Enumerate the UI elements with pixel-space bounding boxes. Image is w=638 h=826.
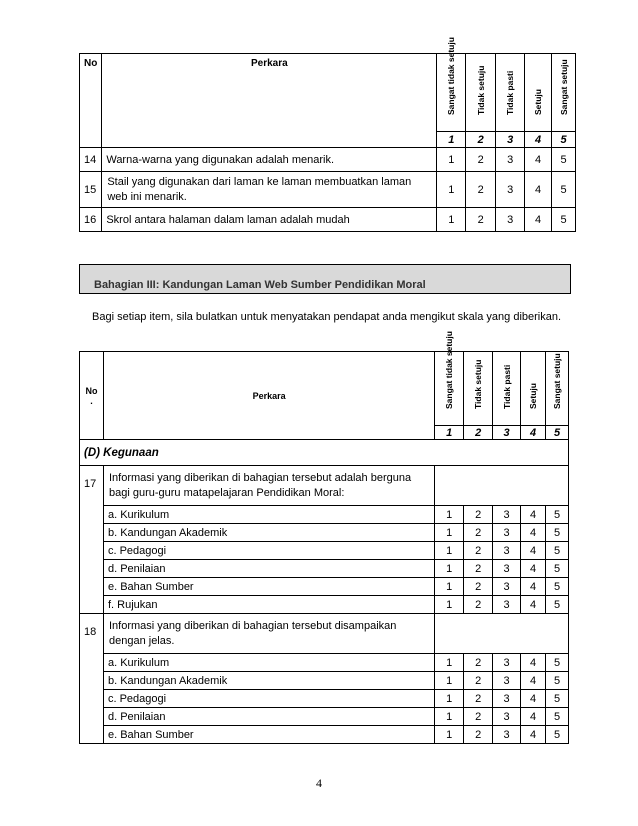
score-option[interactable]: 4 — [521, 542, 546, 560]
item-label: f. Rujukan — [103, 596, 434, 614]
column-header-no: No — [80, 54, 102, 148]
scale-header-4: Setuju — [521, 352, 546, 426]
score-option[interactable]: 1 — [435, 524, 464, 542]
score-option[interactable]: 4 — [521, 726, 546, 744]
score-option[interactable]: 1 — [437, 172, 466, 208]
question-row — [80, 614, 569, 654]
table-row — [80, 726, 569, 744]
score-option[interactable]: 1 — [435, 654, 464, 672]
score-option[interactable]: 5 — [546, 578, 569, 596]
score-option[interactable]: 5 — [546, 672, 569, 690]
row-text: Skrol antara halaman dalam laman adalah mudah — [102, 208, 437, 232]
score-option[interactable]: 4 — [521, 672, 546, 690]
score-option[interactable]: 3 — [493, 596, 521, 614]
score-option[interactable]: 4 — [521, 560, 546, 578]
table-row — [80, 690, 569, 708]
scale-number: 3 — [493, 426, 521, 440]
item-label: d. Penilaian — [103, 560, 434, 578]
score-option[interactable]: 1 — [437, 208, 466, 232]
score-option[interactable]: 3 — [493, 578, 521, 596]
table-row — [80, 708, 569, 726]
column-header-perkara: Perkara — [103, 352, 434, 440]
score-option[interactable]: 5 — [546, 654, 569, 672]
score-option[interactable]: 2 — [464, 542, 493, 560]
scale-header-5: Sangat setuju — [552, 54, 576, 132]
score-option[interactable]: 4 — [521, 524, 546, 542]
scale-number: 4 — [525, 132, 552, 148]
score-option[interactable]: 5 — [546, 560, 569, 578]
page-number: 4 — [316, 776, 322, 790]
score-option[interactable]: 3 — [496, 172, 525, 208]
column-header-no: No . — [80, 352, 104, 440]
score-option[interactable]: 2 — [466, 208, 496, 232]
score-option[interactable]: 2 — [464, 708, 493, 726]
table-row — [80, 148, 576, 172]
score-option[interactable]: 4 — [521, 654, 546, 672]
score-option[interactable]: 2 — [464, 560, 493, 578]
score-option[interactable]: 2 — [464, 506, 493, 524]
score-option[interactable]: 3 — [493, 672, 521, 690]
scale-header-3: Tidak pasti — [496, 54, 525, 132]
scale-number: 4 — [521, 426, 546, 440]
table-row — [80, 524, 569, 542]
scale-header-4: Setuju — [525, 54, 552, 132]
score-option[interactable]: 5 — [552, 208, 576, 232]
table-row — [80, 506, 569, 524]
item-label: d. Penilaian — [103, 708, 434, 726]
scale-number: 1 — [437, 132, 466, 148]
score-option[interactable]: 1 — [435, 542, 464, 560]
section-title: Bahagian III: Kandungan Laman Web Sumber Pendidikan Moral — [94, 279, 426, 291]
score-option[interactable]: 2 — [464, 672, 493, 690]
scale-header-2: Tidak setuju — [466, 54, 496, 132]
question-row — [80, 466, 569, 506]
scale-header-5: Sangat setuju — [546, 352, 569, 426]
item-label: e. Bahan Sumber — [103, 578, 434, 596]
scale-number: 3 — [496, 132, 525, 148]
item-label: b. Kandungan Akademik — [103, 672, 434, 690]
question-text: Informasi yang diberikan di bahagian tersebut disampaikan dengan jelas. — [103, 614, 434, 654]
score-option[interactable]: 3 — [493, 690, 521, 708]
score-option[interactable]: 5 — [552, 148, 576, 172]
item-label: c. Pedagogi — [103, 542, 434, 560]
table-row — [80, 672, 569, 690]
score-option[interactable]: 4 — [525, 172, 552, 208]
score-option[interactable]: 2 — [466, 172, 496, 208]
score-option[interactable]: 4 — [521, 690, 546, 708]
rating-table-part3 — [79, 331, 569, 744]
section-header — [79, 264, 571, 294]
score-option[interactable]: 1 — [435, 596, 464, 614]
score-option[interactable]: 4 — [525, 148, 552, 172]
score-option[interactable]: 1 — [435, 726, 464, 744]
row-number: 17 — [80, 466, 104, 614]
score-option[interactable]: 5 — [546, 708, 569, 726]
question-text: Informasi yang diberikan di bahagian tersebut adalah berguna bagi guru-guru matapelajaran Pendidikan Moral: — [103, 466, 434, 506]
item-label: b. Kandungan Akademik — [103, 524, 434, 542]
table-row — [80, 172, 576, 208]
score-option[interactable]: 3 — [493, 708, 521, 726]
score-option[interactable]: 5 — [546, 596, 569, 614]
scale-number: 5 — [552, 132, 576, 148]
score-option[interactable]: 4 — [521, 506, 546, 524]
score-option[interactable]: 2 — [464, 578, 493, 596]
score-option[interactable]: 5 — [546, 524, 569, 542]
score-option[interactable]: 1 — [435, 506, 464, 524]
table-row — [80, 596, 569, 614]
item-label: e. Bahan Sumber — [103, 726, 434, 744]
score-option[interactable]: 3 — [493, 654, 521, 672]
score-option[interactable]: 2 — [464, 726, 493, 744]
score-option[interactable]: 2 — [466, 148, 496, 172]
score-option[interactable]: 5 — [546, 690, 569, 708]
score-option[interactable]: 3 — [493, 560, 521, 578]
score-option[interactable]: 1 — [435, 578, 464, 596]
item-label: a. Kurikulum — [103, 654, 434, 672]
item-label: c. Pedagogi — [103, 690, 434, 708]
score-option[interactable]: 2 — [464, 690, 493, 708]
score-option[interactable]: 1 — [435, 690, 464, 708]
scale-number: 2 — [464, 426, 493, 440]
row-number: 14 — [80, 148, 102, 172]
row-number: 18 — [80, 614, 104, 744]
table-row — [80, 578, 569, 596]
row-text: Warna-warna yang digunakan adalah menarik. — [102, 148, 437, 172]
score-option[interactable]: 5 — [546, 726, 569, 744]
row-number: 15 — [80, 172, 102, 208]
score-option[interactable]: 4 — [521, 708, 546, 726]
score-option[interactable]: 3 — [493, 506, 521, 524]
rating-table-part2 — [79, 37, 576, 232]
instruction-text: Bagi setiap item, sila bulatkan untuk menyatakan pendapat anda mengikut skala yang diberikan. — [92, 311, 562, 323]
score-option[interactable]: 2 — [464, 654, 493, 672]
score-option[interactable]: 3 — [496, 208, 525, 232]
score-option[interactable]: 4 — [525, 208, 552, 232]
scale-number: 1 — [435, 426, 464, 440]
score-option[interactable]: 3 — [493, 726, 521, 744]
scale-header-1: Sangat tidak setuju — [435, 352, 464, 426]
row-number: 16 — [80, 208, 102, 232]
section-d-heading: (D) Kegunaan — [80, 440, 569, 466]
score-option[interactable]: 1 — [435, 672, 464, 690]
score-option[interactable]: 5 — [552, 172, 576, 208]
scale-header-2: Tidak setuju — [464, 352, 493, 426]
scale-number: 2 — [466, 132, 496, 148]
score-option[interactable]: 3 — [493, 542, 521, 560]
scale-header-3: Tidak pasti — [493, 352, 521, 426]
score-option[interactable]: 1 — [435, 560, 464, 578]
row-text: Stail yang digunakan dari laman ke laman membuatkan laman web ini menarik. — [102, 172, 437, 208]
scale-number: 5 — [546, 426, 569, 440]
scale-header-1: Sangat tidak setuju — [437, 54, 466, 132]
table-row — [80, 654, 569, 672]
score-option[interactable]: 4 — [521, 578, 546, 596]
score-option[interactable]: 1 — [435, 708, 464, 726]
score-option[interactable]: 1 — [437, 148, 466, 172]
item-label: a. Kurikulum — [103, 506, 434, 524]
score-option[interactable]: 3 — [496, 148, 525, 172]
score-option[interactable]: 2 — [464, 596, 493, 614]
table-row — [80, 560, 569, 578]
score-option[interactable]: 2 — [464, 524, 493, 542]
score-option[interactable]: 3 — [493, 524, 521, 542]
table-row — [80, 208, 576, 232]
score-option[interactable]: 4 — [521, 596, 546, 614]
table-row — [80, 542, 569, 560]
column-header-perkara: Perkara — [102, 54, 437, 148]
score-option[interactable]: 5 — [546, 542, 569, 560]
score-option[interactable]: 5 — [546, 506, 569, 524]
